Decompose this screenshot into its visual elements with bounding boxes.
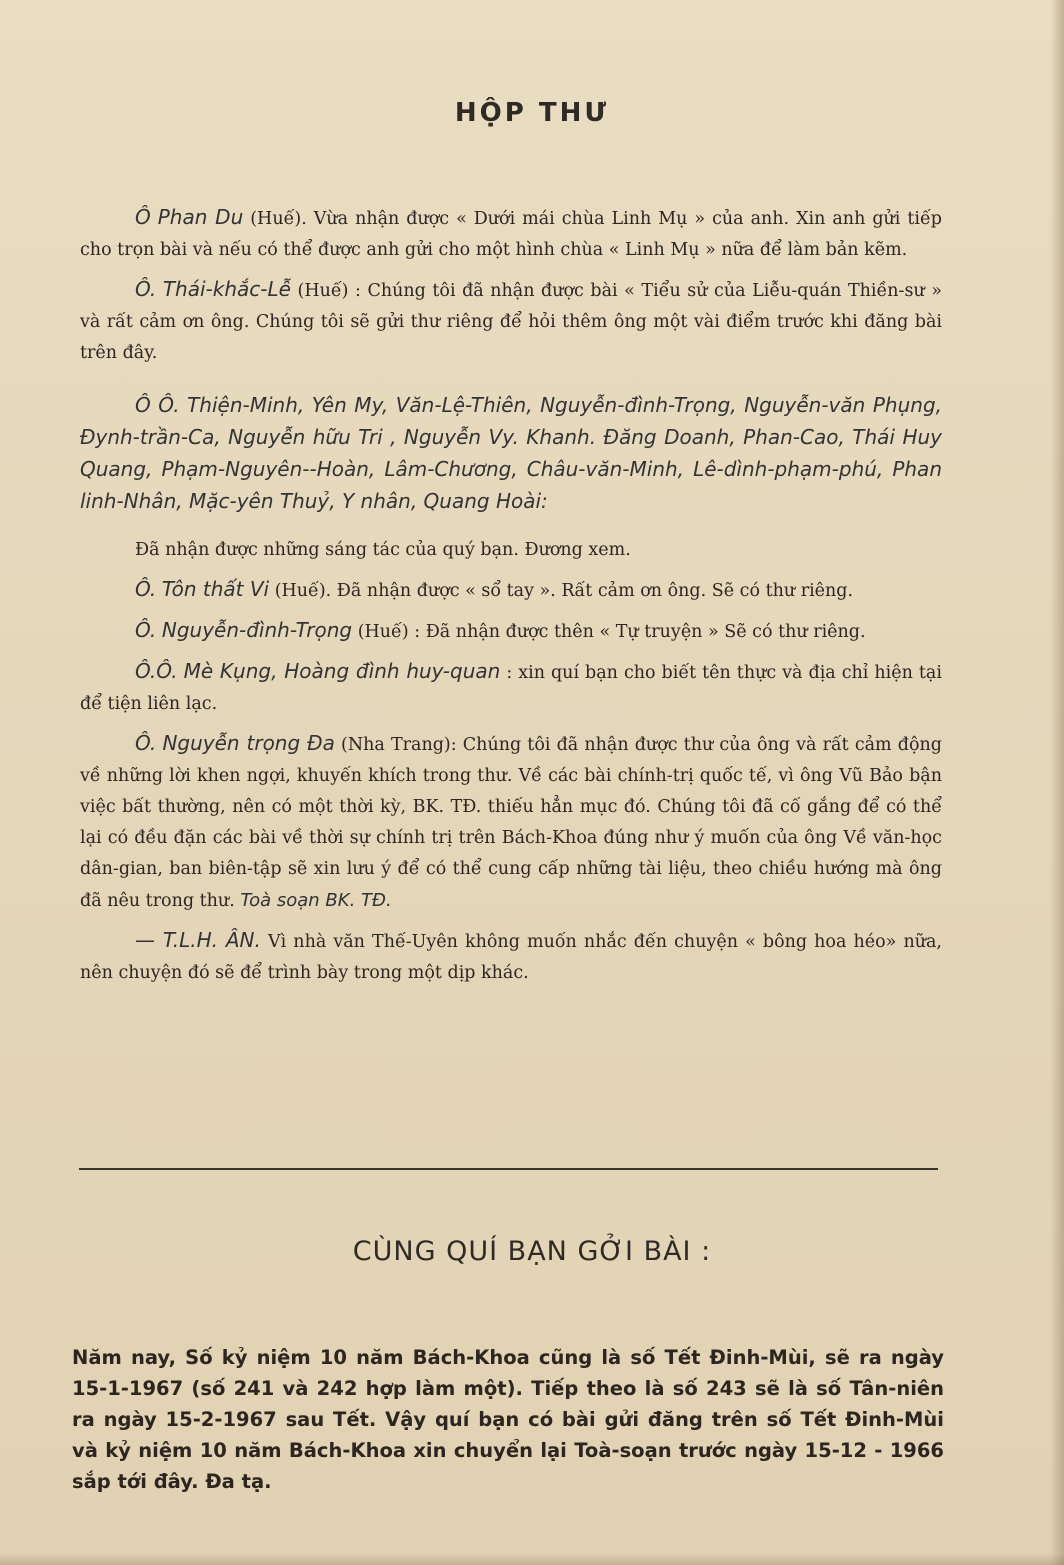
group-note: Đã nhận được những sáng tác của quý bạn. Đương xem. (135, 539, 631, 560)
letter-name: Phan Du (157, 205, 244, 229)
letter-text: Đã nhận được « sổ tay ». Rất cảm ơn ông. Sẽ có thư riêng. (336, 580, 854, 601)
letter-place: : (506, 662, 513, 683)
letter-lead: Ô (135, 205, 151, 229)
letter-name: Nguyễn trọng Đa (162, 730, 335, 755)
letter-place: (Huế). (250, 209, 307, 229)
letter-text: Chúng tôi đã nhận được thư của ông và rất cảm động về những lời khen ngợi, khuyến khích trong thư. Về các bài chính-trị quốc tế, vì ông Vũ Bảo bận việc bất thường, nên có một thời kỳ, BK. TĐ. thiếu hẳn mục đó. Chúng tôi đã cố gắng để có thể lại có đều đặn các bài về thời sự chính trị trên Bách-Khoa đúng như ý muốn của ông Về văn-học dân-gian, ban biên-tập sẽ xin lưu ý để có thể cung cấp những tài liệu, theo chiều hướng mà ông đã nêu trong thư. (80, 734, 942, 911)
letter-place: (Huế) : (357, 621, 421, 642)
letter-lead: Ô. (135, 576, 157, 601)
page-title: HỘP THƯ (454, 98, 610, 128)
letter-lead: Ô. (135, 277, 157, 301)
letter-entry (80, 656, 942, 720)
letter-name: Nguyễn-đình-Trọng (161, 617, 353, 642)
letter-text: Chúng tôi đã nhận được bài « Tiểu sử của Liễu-quán Thiền-sư » và rất cảm ơn ông. Chúng tôi sẽ gửi thư riêng để hỏi thêm ông một vài điểm trước khi đăng bài trên đây. (80, 281, 942, 363)
letter-name: Thái-khắc-Lễ (162, 277, 291, 301)
letter-name: Tôn thất Vi (161, 576, 270, 601)
section-divider (79, 1168, 938, 1170)
letter-entry (80, 728, 942, 917)
letter-entry (80, 202, 942, 266)
letter-lead: Ô.Ô. (135, 658, 178, 683)
letter-lead: — T.L.H. ÂN. (135, 927, 261, 952)
group-names (80, 389, 942, 517)
group-names-text: Ô Ô. Thiện-Minh, Yên My, Văn-Lệ-Thiên, Nguyễn-đình-Trọng, Nguyễn-văn Phụng, Đynh-trần-Ca, Nguyễn hữu Tri , Nguyễn Vy. Khanh. Đăng Doanh, Phan-Cao, Thái Huy Quang, Phạm-Nguyên--Hoàn, Lâm-Chương, Châu-văn-Minh, Lê-dình-phạm-phú, Phan linh-Nhân, Mặc-yên Thuỷ, Y nhân, Quang Hoài: (80, 393, 942, 513)
letter-text: Vừa nhận được « Dưới mái chùa Linh Mụ » của anh. Xin anh gửi tiếp cho trọn bài và nếu có thể được anh gửi cho một hình chùa « Linh Mụ » nữa để làm bản kẽm. (80, 209, 942, 260)
letter-place: (Huế). (274, 580, 332, 601)
letter-lead: Ô. (135, 617, 157, 642)
mailbox-letters (80, 202, 942, 997)
letter-entry (80, 925, 942, 989)
letter-signature: Toà soạn BK. TĐ. (240, 889, 392, 911)
letter-name: Mè Kụng, Hoàng đình huy-quan (183, 658, 501, 683)
letter-place: (Huế) : (297, 281, 361, 301)
letter-entry (80, 574, 942, 607)
letter-place: (Nha Trang): (341, 734, 457, 755)
letter-text: Vì nhà văn Thế-Uyên không muốn nhắc đến chuyện « bông hoa héo» nữa, nên chuyện đó sẽ để trình bày trong một dịp khác. (80, 931, 942, 983)
letter-entry (80, 615, 942, 648)
letter-text: xin quí bạn cho biết tên thực và địa chỉ hiện tại để tiện liên lạc. (80, 662, 942, 714)
page-edge-shadow (1050, 0, 1064, 1565)
section-title: CÙNG QUÍ BẠN GỞI BÀI : (352, 1236, 712, 1267)
page-bottom-shadow (0, 1553, 1064, 1565)
submission-notice: Năm nay, Số kỷ niệm 10 năm Bách-Khoa cũng là số Tết Đinh-Mùi, sẽ ra ngày 15-1-1967 (số 241 và 242 hợp làm một). Tiếp theo là số 243 sẽ là số Tân-niên ra ngày 15-2-1967 sau Tết. Vậy quí bạn có bài gửi đăng trên số Tết Đinh-Mùi và kỷ niệm 10 năm Bách-Khoa xin chuyển lại Toà-soạn trước ngày 15-12 - 1966 sắp tới đây. Đa tạ. (72, 1346, 944, 1493)
letter-lead: Ô. (135, 730, 157, 755)
letter-text: Đã nhận được thên « Tự truyện » Sẽ có thư riêng. (425, 621, 866, 642)
letter-entry (80, 274, 942, 369)
